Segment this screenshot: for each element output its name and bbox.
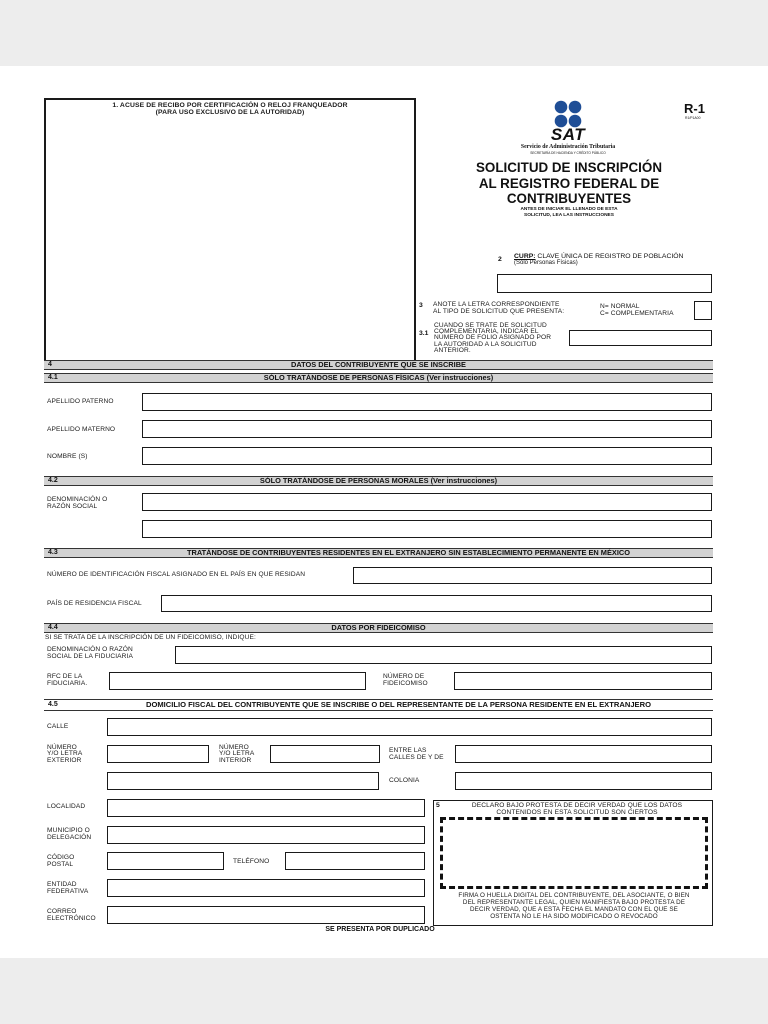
section-2-number: 2 <box>498 256 502 263</box>
folio-input[interactable] <box>569 330 712 346</box>
sat-logo-icon <box>553 100 583 128</box>
curp-label <box>514 253 683 260</box>
apellido-paterno-label: APELLIDO PATERNO <box>47 398 114 405</box>
signature-note: FIRMA O HUELLA DIGITAL DEL CONTRIBUYENTE, DEL ASOCIANTE, O BIEN DEL REPRESENTANTE LEGAL, QUIEN MANIFIESTA BAJO PROTESTA DE DECIR VERDAD, QUE A ESTA FECHA EL MANDATO CON EL QUE SE OSTENTA NO LE HA SIDO MODIFICADO O REVOCADO <box>458 892 690 920</box>
address-extra-input[interactable] <box>107 772 379 790</box>
form-subcode: R1/P1A00 <box>685 116 701 120</box>
denominacion-fiduciaria-label: DENOMINACIÓN O RAZÓN SOCIAL DE LA FIDUCIARIA <box>47 646 133 661</box>
section-4-4-title: DATOS POR FIDEICOMISO <box>331 623 426 632</box>
section-4-header <box>44 360 713 370</box>
denominacion-fiduciaria-input[interactable] <box>175 646 712 664</box>
nombre-label: NOMBRE (S) <box>47 453 88 460</box>
section-4-5-number: 4.5 <box>48 701 58 708</box>
section-4-5-title: DOMICILIO FISCAL DEL CONTRIBUYENTE QUE SE INSCRIBE O DEL REPRESENTANTE DE LA PERSONA RESIDENTE EN EL EXTRANJERO <box>145 700 652 709</box>
section-4-3-title: TRATÁNDOSE DE CONTRIBUYENTES RESIDENTES EN EL EXTRANJERO SIN ESTABLECIMIENTO PERMANENTE EN MÉXICO <box>187 548 630 557</box>
correo-input[interactable] <box>107 906 425 924</box>
section-4-4-header <box>44 623 713 633</box>
num-interior-input[interactable] <box>270 745 380 763</box>
entidad-label: ENTIDAD FEDERATIVA <box>47 881 89 896</box>
section-4-4-number: 4.4 <box>48 624 58 631</box>
signature-area[interactable] <box>440 817 708 889</box>
correo-label: CORREO ELECTRÓNICO <box>47 908 96 923</box>
entidad-input[interactable] <box>107 879 425 897</box>
section-4-2-header <box>44 476 713 486</box>
num-exterior-input[interactable] <box>107 745 209 763</box>
municipio-input[interactable] <box>107 826 425 844</box>
solicitud-type-input[interactable] <box>694 301 712 320</box>
colonia-label: COLONIA <box>389 777 420 784</box>
section-5-number: 5 <box>436 802 440 809</box>
num-identificacion-input[interactable] <box>353 567 712 584</box>
codigo-postal-input[interactable] <box>107 852 224 870</box>
denominacion-input-2[interactable] <box>142 520 712 538</box>
num-identificacion-label: NÚMERO DE IDENTIFICACIÓN FISCAL ASIGNADO EN EL PAÍS EN QUE RESIDAN <box>47 571 306 578</box>
rfc-fiduciaria-label: RFC DE LA FIDUCIARIA. <box>47 673 88 688</box>
section-3-number: 3 <box>419 302 423 309</box>
declaration-text: DECLARO BAJO PROTESTA DE DECIR VERDAD QUE LOS DATOS CONTENIDOS EN ESTA SOLICITUD SON CIERTOS <box>471 802 683 817</box>
section-4-1-number: 4.1 <box>48 374 58 381</box>
num-exterior-label: NÚMERO Y/O LETRA EXTERIOR <box>47 744 83 764</box>
solicitud-type-options: N= NORMAL C= COMPLEMENTARIA <box>600 303 674 318</box>
curp-sub: (Sólo Personas Físicas) <box>514 260 578 266</box>
pais-residencia-input[interactable] <box>161 595 712 612</box>
sat-secretaria: SECRETARÍA DE HACIENDA Y CRÉDITO PÚBLICO <box>530 151 606 155</box>
numero-fideicomiso-input[interactable] <box>454 672 712 690</box>
section-4-number: 4 <box>48 361 52 368</box>
section-4-title: DATOS DEL CONTRIBUYENTE QUE SE INSCRIBE <box>291 360 466 369</box>
localidad-label: LOCALIDAD <box>47 803 86 810</box>
section-4-1-title: SÓLO TRATÁNDOSE DE PERSONAS FÍSICAS (Ver instrucciones) <box>263 373 494 382</box>
nombre-input[interactable] <box>142 447 712 465</box>
section-4-5-header <box>44 699 713 711</box>
form-code: R-1 <box>684 101 705 116</box>
denominacion-label: DENOMINACIÓN O RAZÓN SOCIAL <box>47 496 108 511</box>
acuse-box <box>44 98 416 360</box>
entre-calles-input[interactable] <box>455 745 712 763</box>
section-4-2-number: 4.2 <box>48 477 58 484</box>
telefono-input[interactable] <box>285 852 425 870</box>
folio-label: CUANDO SE TRATE DE SOLICITUD COMPLEMENTARIA, INDICAR EL NÚMERO DE FOLIO ASIGNADO POR LA AUTORIDAD A LA SOLICITUD ANTERIOR. <box>434 322 552 354</box>
section-3-1-number: 3.1 <box>419 330 429 337</box>
section-4-1-header <box>44 373 713 383</box>
curp-input[interactable] <box>497 274 712 293</box>
numero-fideicomiso-label: NÚMERO DE FIDEICOMISO <box>383 673 428 688</box>
apellido-paterno-input[interactable] <box>142 393 712 411</box>
section-4-3-number: 4.3 <box>48 549 58 556</box>
localidad-input[interactable] <box>107 799 425 817</box>
num-interior-label: NÚMERO Y/O LETRA INTERIOR <box>219 744 255 764</box>
sat-logo-text: SAT <box>550 125 586 144</box>
denominacion-input-1[interactable] <box>142 493 712 511</box>
pais-residencia-label: PAÍS DE RESIDENCIA FISCAL <box>47 600 142 607</box>
apellido-materno-input[interactable] <box>142 420 712 438</box>
calle-input[interactable] <box>107 718 712 736</box>
form-title: SOLICITUD DE INSCRIPCIÓN AL REGISTRO FEDERAL DE CONTRIBUYENTES <box>476 160 662 206</box>
instructions-note: ANTES DE INICIAR EL LLENADO DE ESTA SOLICITUD, LEA LAS INSTRUCCIONES <box>520 207 618 218</box>
curp-text: CLAVE ÚNICA DE REGISTRO DE POBLACIÓN <box>535 253 684 260</box>
entre-calles-label: ENTRE LAS CALLES DE Y DE <box>389 747 444 762</box>
solicitud-type-label: ANOTE LA LETRA CORRESPONDIENTE AL TIPO DE SOLICITUD QUE PRESENTA: <box>433 301 565 316</box>
codigo-postal-label: CÓDIGO POSTAL <box>47 854 75 869</box>
footer-text: SE PRESENTA POR DUPLICADO <box>325 926 435 933</box>
calle-label: CALLE <box>47 723 69 730</box>
apellido-materno-label: APELLIDO MATERNO <box>47 426 116 433</box>
section-4-3-header <box>44 548 713 558</box>
rfc-fiduciaria-input[interactable] <box>109 672 366 690</box>
curp-prefix: CURP: <box>514 253 536 260</box>
section-4-2-title: SÓLO TRATÁNDOSE DE PERSONAS MORALES (Ver instrucciones) <box>259 476 498 485</box>
acuse-title: 1. ACUSE DE RECIBO POR CERTIFICACIÓN O RELOJ FRANQUEADOR (PARA USO EXCLUSIVO DE LA AUTORIDAD) <box>112 102 348 117</box>
sat-name: Servicio de Administración Tributaria <box>520 144 616 150</box>
colonia-input[interactable] <box>455 772 712 790</box>
fideicomiso-note: SI SE TRATA DE LA INSCRIPCIÓN DE UN FIDEICOMISO, INDIQUE: <box>45 634 256 641</box>
municipio-label: MUNICIPIO O DELEGACIÓN <box>47 827 92 842</box>
telefono-label: TELÉFONO <box>233 858 270 865</box>
